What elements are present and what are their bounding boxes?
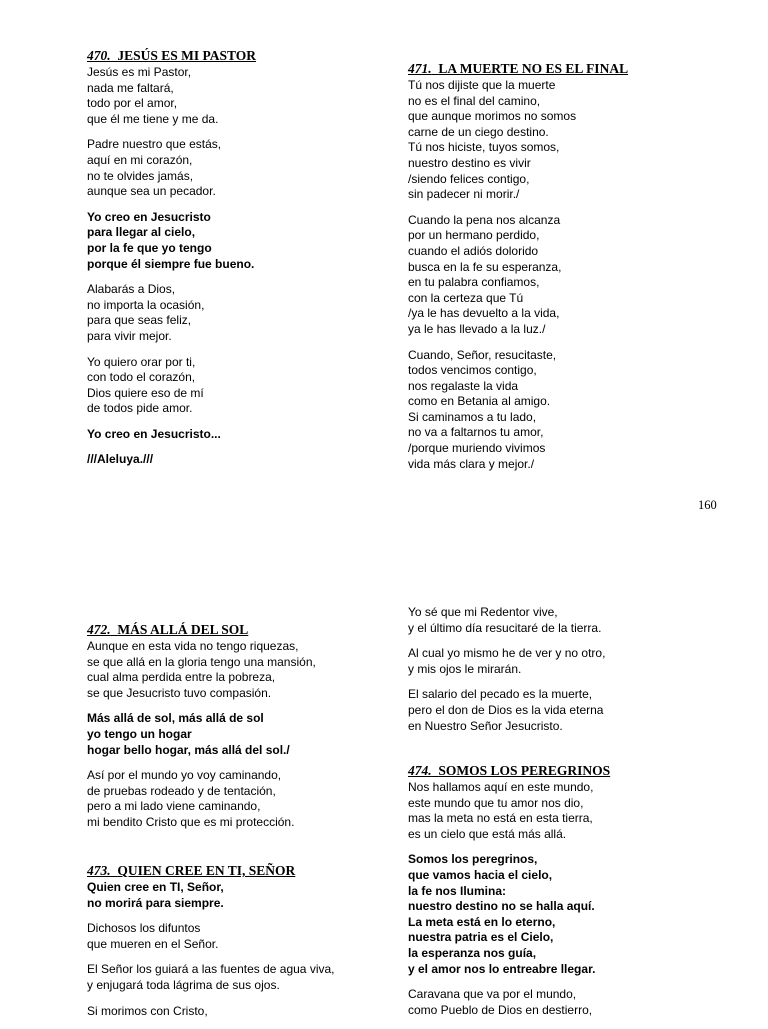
- hymn-470-chorus-repeat: Yo creo en Jesucristo...: [87, 426, 221, 441]
- hymn-471-title: 471. LA MUERTE NO ES EL FINAL: [408, 61, 629, 76]
- hymn-471-stanza-1: Tú nos dijiste que la muerte no es el final del camino, que aunque morimos no somos carne de un ciego destino. Tú nos hiciste, tuyos somos, nuestro destino es vivir /siendo felices contigo, sin padecer ni morir./: [408, 78, 577, 202]
- hymn-473-title: 473. QUIEN CREE EN TI, SEÑOR: [87, 863, 296, 878]
- hymn-473-verse-c: El salario del pecado es la muerte, pero el don de Dios es la vida eterna en Nuestro Señor Jesucristo.: [408, 687, 604, 733]
- hymn-473-stanza-2: Dichosos los difuntos que mueren en el Señor.: [87, 921, 219, 951]
- hymn-474-stanza-3: Caravana que va por el mundo, como Pueblo de Dios en destierro,: [408, 987, 593, 1017]
- hymn-473-stanza-4: Si morimos con Cristo,: [87, 1003, 208, 1018]
- hymn-472-title: 472. MÁS ALLÁ DEL SOL: [87, 622, 249, 637]
- hymn-470-chorus: Yo creo en Jesucristo para llegar al cielo, por la fe que yo tengo porque él siempre fue bueno.: [87, 209, 255, 271]
- hymn-472-stanza-3: Así por el mundo yo voy caminando, de pruebas rodeado y de tentación, pero a mi lado viene caminando, mi bendito Cristo que es mi protección.: [87, 768, 295, 829]
- hymn-470-stanza-5: Yo quiero orar por ti, con todo el corazón, Dios quiere eso de mí de todos pide amor.: [87, 354, 204, 416]
- hymn-470-title: 470. JESÚS ES MI PASTOR: [87, 48, 257, 63]
- hymn-474: [408, 763, 610, 1028]
- hymn-473-stanza-3: El Señor los guiará a las fuentes de agua viva, y enjugará toda lágrima de sus ojos.: [87, 962, 335, 992]
- hymn-472-chorus: Más allá de sol, más allá de sol yo tengo un hogar hogar bello hogar, más allá del sol./: [87, 711, 290, 757]
- hymn-472-stanza-1: Aunque en esta vida no tengo riquezas, se que allá en la gloria tengo una mansión, cual alma perdida entre la pobreza, se que Jesucristo tuvo compasión.: [87, 639, 316, 700]
- hymn-470-aleluya: ///Aleluya.///: [87, 452, 154, 467]
- hymn-470: [87, 48, 256, 478]
- hymn-473-antiphon: Quien cree en TI, Señor, no morirá para siempre.: [87, 880, 224, 910]
- hymn-474-title: 474. SOMOS LOS PEREGRINOS: [408, 763, 611, 778]
- hymn-473-verse-b: Al cual yo mismo he de ver y no otro, y mis ojos le mirarán.: [408, 646, 606, 676]
- hymn-470-stanza-2: Padre nuestro que estás, aquí en mi corazón, no te olvides jamás, aunque sea un pecador.: [87, 137, 222, 199]
- hymn-470-stanza-4: Alabarás a Dios, no importa la ocasión, para que seas feliz, para vivir mejor.: [87, 282, 205, 343]
- hymn-474-chorus: Somos los peregrinos, que vamos hacia el cielo, la fe nos Ilumina: nuestro destino no se halla aquí. La meta está en lo eterno, nuestra patria es el Cielo, la esperanza nos guía, y el amor nos lo entreabre llegar.: [408, 852, 596, 976]
- hymn-471-stanza-3: Cuando, Señor, resucitaste, todos vencimos contigo, nos regalaste la vida como en Betania al amigo. Si caminamos a tu lado, no va a faltarnos tu amor, /porque muriendo vivimos vida más clara y mejor./: [408, 347, 557, 471]
- hymn-471: [408, 61, 628, 482]
- hymn-472: [87, 622, 316, 841]
- hymn-473-continued: [408, 605, 605, 744]
- hymn-470-stanza-1: Jesús es mi Pastor, nada me faltará, todo por el amor, que él me tiene y me da.: [87, 65, 219, 126]
- hymn-471-stanza-2: Cuando la pena nos alcanza por un hermano perdido, cuando el adiós dolorido busca en la fe su esperanza, en tu palabra confiamos, con la certeza que Tú /ya le has devuelto a la vida, ya le has llevado a la luz./: [408, 212, 562, 336]
- hymn-474-stanza-1: Nos hallamos aquí en este mundo, este mundo que tu amor nos dio, mas la meta no está en esta tierra, es un cielo que está más allá.: [408, 780, 594, 841]
- hymn-473-verse-a: Yo sé que mi Redentor vive, y el último día resucitaré de la tierra.: [408, 605, 602, 635]
- hymn-473: [87, 863, 335, 1029]
- page-number: 160: [698, 498, 717, 512]
